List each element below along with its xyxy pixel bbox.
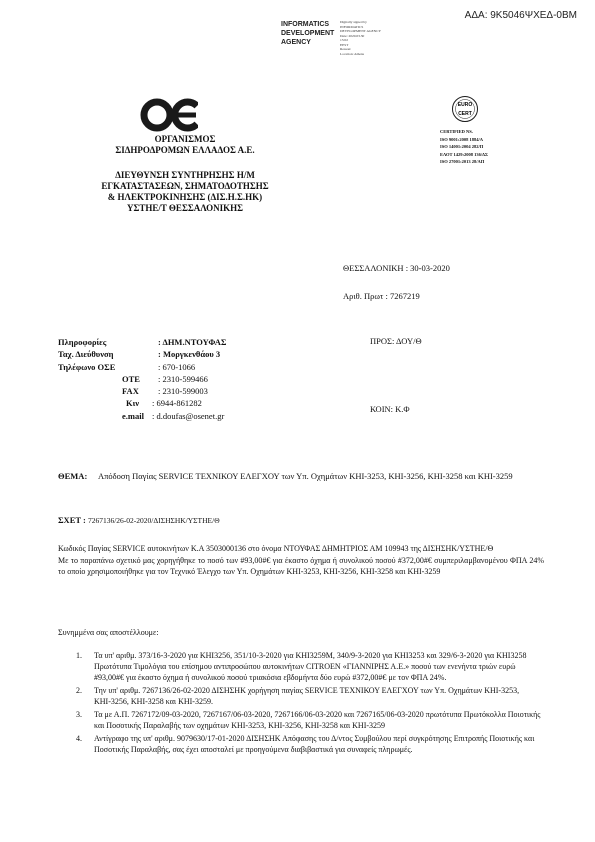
organization-name: ΟΡΓΑΝΙΣΜΟΣ ΣΙΔΗΡΟΔΡΟΜΩΝ ΕΛΛΑΔΟΣ Α.Ε. xyxy=(115,134,255,155)
body-paragraph-1: Κωδικός Παγίας SERVICE αυτοκινήτων Κ.Α 3503000136 στο όνομα ΝΤΟΥΦΑΣ ΔΗΜΗΤΡΙΟΣ ΑΜ 109943 της ΔΙΣΗΣΗΚ/ΥΣΤΗΕ/Θ xyxy=(58,544,494,553)
place-date: ΘΕΣΣΑΛΟΝΙΚΗ : 30-03-2020 xyxy=(343,263,450,273)
svg-text:EURO: EURO xyxy=(457,102,473,108)
body-paragraph-2: Με το παραπάνω σχετικό μας χορηγήθηκε το ποσό των #93,00#€ για έκαστο όχημα ή συνολικού ποσού #372,00#€ συμπεριλαμβανομένου ΦΠΑ 24% το οποίο χρησιμοποιήθηκε για τον Τεχνικό Έλεγχο των Υπ. Οχημάτων ΚΗΙ-3253, ΚΗΙ-3256, ΚΗΙ-3258 και ΚΗΙ-3259 xyxy=(58,555,544,576)
ada-code: ΑΔΑ: 9Κ5046ΨΧΕΔ-0ΒΜ xyxy=(464,10,577,21)
list-item: 1. Τα υπ' αριθμ. 373/16-3-2020 για ΚΗΙ3256, 351/10-3-2020 για ΚΗΙ3259Μ, 340/9-3-2020 για ΚΗΙ3253 και 329/6-3-2020 για ΚΗΙ3258 Πρωτότυπα Τιμολόγια του επίσημου αντιπροσώπου αυτοκινήτων CITROEN «ΓΙΑΝΝΙΡΗΣ Α.Ε.» ποσού των ενενήντα τριών ευρώ #93,00#€ για έκαστο όχημα ή συνολικού ποσού τριακόσια εβδομήντα δύο ευρώ #372,00#€ με τον ΦΠΑ 24%. xyxy=(76,651,527,682)
list-item: 3. Τα με Α.Π. 7267172/09-03-2020, 7267167/06-03-2020, 7267166/06-03-2020 και 7267165/06-03-2020 πρωτότυπα Πρωτόκολλα Ποιοτικής και Ποσοτικής Παραλαβής των οχημάτων ΚΗΙ-3253, ΚΗΙ-3256, ΚΗΙ-3258 και ΚΗΙ-3259 xyxy=(76,710,541,730)
department-name: ΔΙΕΥΘΥΝΣΗ ΣΥΝΤΗΡΗΣΗΣ Η/Μ ΕΓΚΑΤΑΣΤΑΣΕΩΝ, ΣΗΜΑΤΟΔΟΤΗΣΗΣ & ΗΛΕΚΤΡΟΚΙΝΗΣΗΣ (ΔΙΣ.Η.Σ.ΗΚ) ΥΣΤΗΕ/Τ ΘΕΣΣΑΛΟΝΙΚΗΣ xyxy=(101,170,269,213)
list-item: 2. Την υπ' αριθμ. 7267136/26-02-2020 ΔΙΣΗΣΗΚ χορήγηση παγίας SERVICE ΤΕΧΝΙΚΟΥ ΕΛΕΓΧΟΥ των Υπ. Οχημάτων ΚΗΙ-3253, ΚΗΙ-3256, ΚΗΙ-3258 και ΚΗΙ-3259. xyxy=(76,686,520,706)
protocol-number: Αριθ. Πρωτ : 7267219 xyxy=(343,291,420,301)
certification-list: CERTIFIED NS. ISO 9001:2008 1884/A ISO 14001:2004 282/Π ΕΛΟΤ 1429:2008 136/ΔΣ ISO 27001:2013 28/ΑΠ xyxy=(440,129,488,164)
signature-agency-name: INFORMATICS DEVELOPMENT AGENCY xyxy=(281,21,335,46)
svg-text:CERT: CERT xyxy=(458,111,472,117)
digital-signature-details: Digitally signed by INFORMATICS DEVELOPMENT AGENCY Date: 2020.03.30 15:02 EEST Reason: Location: Athens xyxy=(340,20,382,56)
list-item: 4. Αντίγραφο της υπ' αριθμ. 9079630/17-01-2020 ΔΙΣΗΣΗΚ Απόφασης του Δ/ντος Συμβούλου περί συγκρότησης Επιτροπής Ποιοτικής και Ποσοτικής Παραλαβής, σας έχει αποσταλεί με προηγούμενα διαβιβαστικά για συναφείς πληρωμές. xyxy=(76,734,535,754)
subject: ΘΕΜΑ: Απόδοση Παγίας SERVICE ΤΕΧΝΙΚΟΥ ΕΛΕΓΧΟΥ των Υπ. Οχημάτων ΚΗΙ-3253, ΚΗΙ-3256, ΚΗΙ-3258 και ΚΗΙ-3259 xyxy=(58,471,513,481)
cc-recipient: ΚΟΙΝ: Κ.Φ xyxy=(370,404,410,414)
reference: ΣΧΕΤ : 7267136/26-02-2020/ΔΙΣΗΣΗΚ/ΥΣΤΗΕ/Θ xyxy=(58,515,220,525)
enclosures-list xyxy=(58,650,544,757)
body-text xyxy=(58,543,544,578)
eurocert-badge-icon xyxy=(446,95,484,123)
enclosures-intro: Συνημμένα σας αποστέλλουμε: xyxy=(58,628,159,637)
recipient: ΠΡΟΣ: ΔΟΥ/Θ xyxy=(370,336,422,346)
ose-logo-icon xyxy=(140,97,198,133)
